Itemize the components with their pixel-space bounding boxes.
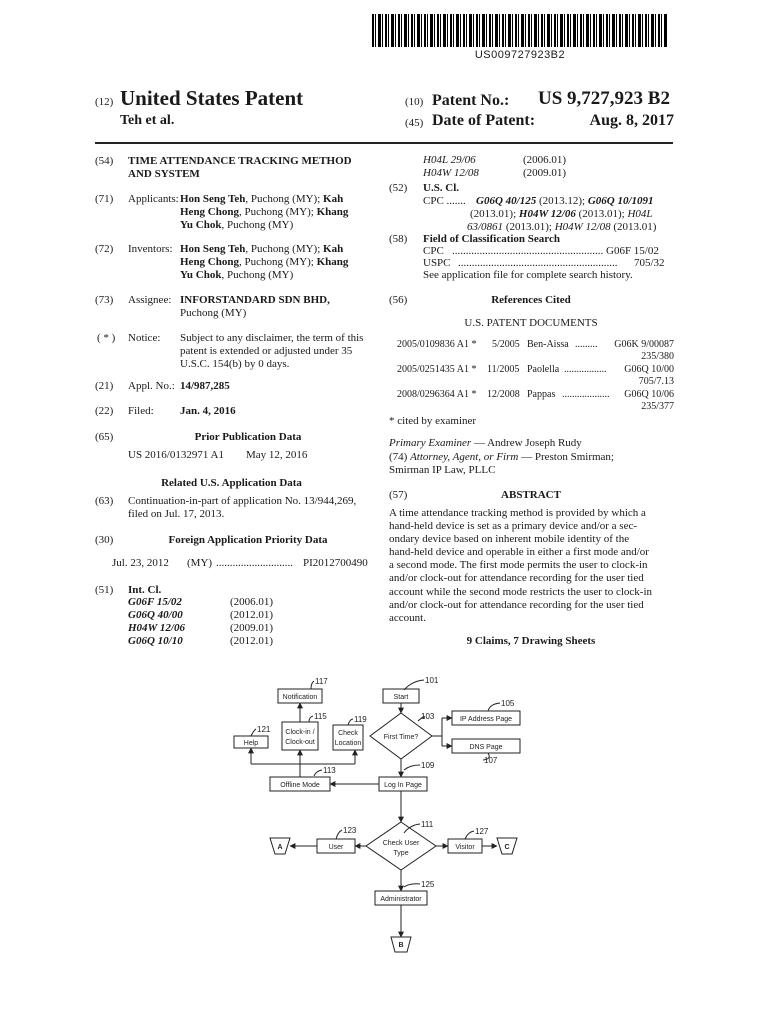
int-cl-label: Int. Cl. (128, 584, 162, 596)
connector-c-label: C (504, 844, 510, 851)
attorney-line-1: (74) Attorney, Agent, or Firm — Preston Smirman; (389, 451, 614, 463)
int-cl-date: (2006.01) (230, 596, 274, 608)
reference-date: 11/2005 (487, 364, 520, 375)
ip-address-page-label: IP Address Page (459, 716, 513, 723)
reference-number: 2005/0109836 A1 * (397, 339, 477, 350)
ref-123: 123 (343, 826, 357, 835)
code-72: (72) (95, 243, 114, 255)
reference-name: Pappas (527, 389, 556, 400)
appl-no: 14/987,285 (180, 380, 230, 392)
applicants-line-2: Heng Chong, Puchong (MY); Khang (180, 206, 349, 218)
leader-119 (348, 719, 353, 725)
reference-class-secondary: 235/380 (641, 351, 674, 362)
assignee-label: Assignee: (128, 294, 172, 306)
prior-pub-date: May 12, 2016 (246, 449, 308, 461)
code-12: (12) (95, 96, 114, 108)
ref-113: 113 (323, 766, 336, 775)
ref-105: 105 (501, 699, 515, 708)
code-notice: ( * ) (97, 332, 116, 344)
code-52: (52) (389, 182, 408, 194)
reference-leader: ................... (562, 389, 610, 400)
ref-109: 109 (421, 761, 435, 770)
leader-125 (404, 884, 420, 887)
cpc-line-2: (2013.01); H04W 12/06 (2013.01); H04L (470, 208, 653, 220)
date-of-patent: Aug. 8, 2017 (589, 112, 674, 129)
reference-date: 5/2005 (492, 339, 520, 350)
dns-page-label: DNS Page (469, 744, 503, 751)
int-cl-date: (2009.01) (523, 167, 567, 179)
reference-class-secondary: 235/377 (641, 401, 674, 412)
leader-121 (251, 729, 256, 736)
code-10: (10) (405, 96, 424, 108)
patent-number: US 9,727,923 B2 (538, 88, 670, 109)
offline-mode-label: Offline Mode (280, 782, 320, 789)
reference-leader: ................. (564, 364, 607, 375)
primary-examiner: Primary Examiner — Andrew Joseph Rudy (389, 437, 582, 449)
foreign-priority-country: (MY) (187, 557, 213, 569)
notice-label: Notice: (128, 332, 161, 344)
prior-pub-heading: Prior Publication Data (194, 431, 302, 443)
int-cl-code: G06Q 40/00 (128, 609, 183, 621)
leader-123 (336, 830, 342, 839)
us-documents-heading: U.S. PATENT DOCUMENTS (464, 317, 598, 329)
connector-a-label: A (277, 844, 283, 851)
abstract-heading: ABSTRACT (501, 489, 561, 501)
int-cl-code: G06Q 10/10 (128, 635, 183, 647)
code-51: (51) (95, 584, 114, 596)
inventors-line-2: Heng Chong, Puchong (MY); Khang (180, 256, 349, 268)
foreign-priority-number: PI2012700490 (303, 557, 368, 569)
ref-101: 101 (425, 676, 439, 685)
int-cl-code: H04L 29/06 (423, 154, 476, 166)
leader-109 (404, 765, 420, 770)
assignee-location: Puchong (MY) (180, 307, 247, 319)
int-cl-date: (2006.01) (523, 154, 567, 166)
patent-no-label: Patent No.: (432, 92, 510, 109)
cited-by-examiner-note: * cited by examiner (389, 415, 477, 427)
filed-date: Jan. 4, 2016 (180, 405, 236, 417)
code-57: (57) (389, 489, 408, 501)
code-73: (73) (95, 294, 114, 306)
location-label: Location (334, 740, 362, 747)
int-cl-code: H04W 12/08 (423, 167, 479, 179)
related-app-heading: Related U.S. Application Data (161, 477, 302, 489)
field-uspc-label: USPC (423, 257, 451, 269)
leader-113 (314, 770, 322, 776)
ref-115: 115 (314, 712, 327, 721)
administrator-label: Administrator (380, 896, 422, 903)
check-label: Check (338, 730, 358, 737)
code-54: (54) (95, 155, 114, 167)
reference-name: Ben-Aissa (527, 339, 569, 350)
code-71: (71) (95, 193, 114, 205)
field-cpc-value: G06F 15/02 (606, 245, 659, 257)
reference-date: 12/2008 (487, 389, 520, 400)
ref-111: 111 (421, 820, 434, 829)
ref-127: 127 (475, 827, 489, 836)
cpc-line-3: 63/0861 (2013.01); H04W 12/08 (2013.01) (467, 221, 657, 233)
field-uspc-value: 705/32 (634, 257, 665, 269)
ref-121: 121 (257, 725, 271, 734)
inventors-line-1: Hon Seng Teh, Puchong (MY); Kah (180, 243, 344, 255)
field-search-label: Field of Classification Search (423, 233, 560, 245)
notice-line-1: Subject to any disclaimer, the term of this (180, 332, 364, 344)
code-65: (65) (95, 431, 114, 443)
check-user-label: Check User (382, 840, 420, 847)
filed-label: Filed: (128, 405, 154, 417)
prior-pub-number: US 2016/0132971 A1 (128, 449, 224, 461)
cpc-line-1: G06Q 40/125 (2013.12); G06Q 10/1091 (476, 195, 654, 207)
ref-103: 103 (421, 712, 435, 721)
reference-number: 2008/0296364 A1 * (397, 389, 477, 400)
code-21: (21) (95, 380, 114, 392)
field-uspc-leader: .......................................................... (458, 257, 618, 269)
barcode-number: US009727923B2 (474, 49, 566, 61)
foreign-priority-heading: Foreign Application Priority Data (168, 534, 328, 546)
invention-title-cont: AND SYSTEM (128, 168, 200, 180)
help-label: Help (243, 740, 259, 747)
leader-117 (311, 681, 314, 689)
login-page-label: Log In Page (384, 782, 422, 789)
start-label: Start (393, 694, 409, 701)
int-cl-date: (2012.01) (230, 609, 274, 621)
related-app-line-1: Continuation-in-part of application No. 13/944,269, (128, 495, 357, 507)
ref-119: 119 (354, 715, 367, 724)
reference-leader: ......... (575, 339, 598, 350)
visitor-label: Visitor (455, 844, 475, 851)
references-heading: References Cited (491, 294, 571, 306)
related-app-line-2: filed on Jul. 17, 2013. (128, 508, 225, 520)
claims-and-sheets: 9 Claims, 7 Drawing Sheets (466, 635, 596, 647)
reference-class: G06Q 10/00 (624, 364, 674, 375)
ref-117: 117 (315, 677, 328, 686)
foreign-priority-date: Jul. 23, 2012 (112, 557, 169, 569)
clock-out-label: Clock-out (285, 739, 315, 746)
leader-115 (309, 716, 313, 722)
invention-title: TIME ATTENDANCE TRACKING METHOD (128, 155, 352, 167)
reference-class-secondary: 705/7.13 (638, 376, 674, 387)
user-label: User (328, 844, 344, 851)
type-label: Type (393, 850, 409, 857)
reference-class: G06Q 10/06 (624, 389, 674, 400)
code-63: (63) (95, 495, 114, 507)
cpc-label: CPC ....... (423, 195, 466, 207)
first-time-label: First Time? (383, 734, 419, 741)
clock-in-label: Clock-in / (285, 729, 315, 736)
leader-127 (465, 831, 474, 839)
field-search-note: See application file for complete search history. (423, 269, 633, 281)
inventors-label: Inventors: (128, 243, 173, 255)
code-22: (22) (95, 405, 114, 417)
ref-125: 125 (421, 880, 435, 889)
notice-line-3: U.S.C. 154(b) by 0 days. (180, 358, 290, 370)
attorney-line-2: Smirman IP Law, PLLC (389, 464, 496, 476)
assignee-name: INFORSTANDARD SDN BHD, (180, 294, 330, 306)
field-cpc-leader: ....................................................... (452, 245, 604, 257)
int-cl-code: G06F 15/02 (128, 596, 182, 608)
appl-no-label: Appl. No.: (128, 380, 175, 392)
leader-105 (488, 703, 500, 711)
int-cl-code: H04W 12/06 (128, 622, 185, 634)
foreign-priority-leader: ............................ (216, 557, 293, 569)
reference-number: 2005/0251435 A1 * (397, 364, 477, 375)
applicants-line-3: Yu Chok, Puchong (MY) (180, 219, 294, 231)
ref-107: 107 (484, 756, 498, 765)
us-cl-label: U.S. Cl. (423, 182, 460, 194)
applicants-line-1: Hon Seng Teh, Puchong (MY); Kah (180, 193, 344, 205)
int-cl-date: (2012.01) (230, 635, 274, 647)
connector-b-label: B (398, 942, 404, 949)
int-cl-date: (2009.01) (230, 622, 274, 634)
code-56: (56) (389, 294, 408, 306)
notice-line-2: patent is extended or adjusted under 35 (180, 345, 353, 357)
notification-label: Notification (282, 694, 318, 701)
code-58: (58) (389, 233, 408, 245)
abstract-text: A time attendance tracking method is provided by which a hand-held device is set as a primary device and/or a sec- ondary device based on inherent mobile identity of the hand-held device and operable in either a first mode and/or a second mode. The first mode permits the user to clock-in and/or clock-out for attendance recording for the user tied account while the second mode restricts the user to clock-in and/or clock-out for attendance recording for the user tied account. (389, 507, 652, 624)
applicants-label: Applicants: (128, 193, 179, 205)
code-30: (30) (95, 534, 114, 546)
patent-type-title: United States Patent (120, 86, 304, 110)
reference-name: Paolella (527, 364, 560, 375)
inventors-short: Teh et al. (120, 113, 175, 128)
field-cpc-label: CPC (423, 245, 444, 257)
code-45: (45) (405, 117, 424, 129)
inventors-line-3: Yu Chok, Puchong (MY) (180, 269, 294, 281)
reference-class: G06K 9/00087 (614, 339, 674, 350)
date-of-patent-label: Date of Patent: (432, 112, 536, 129)
